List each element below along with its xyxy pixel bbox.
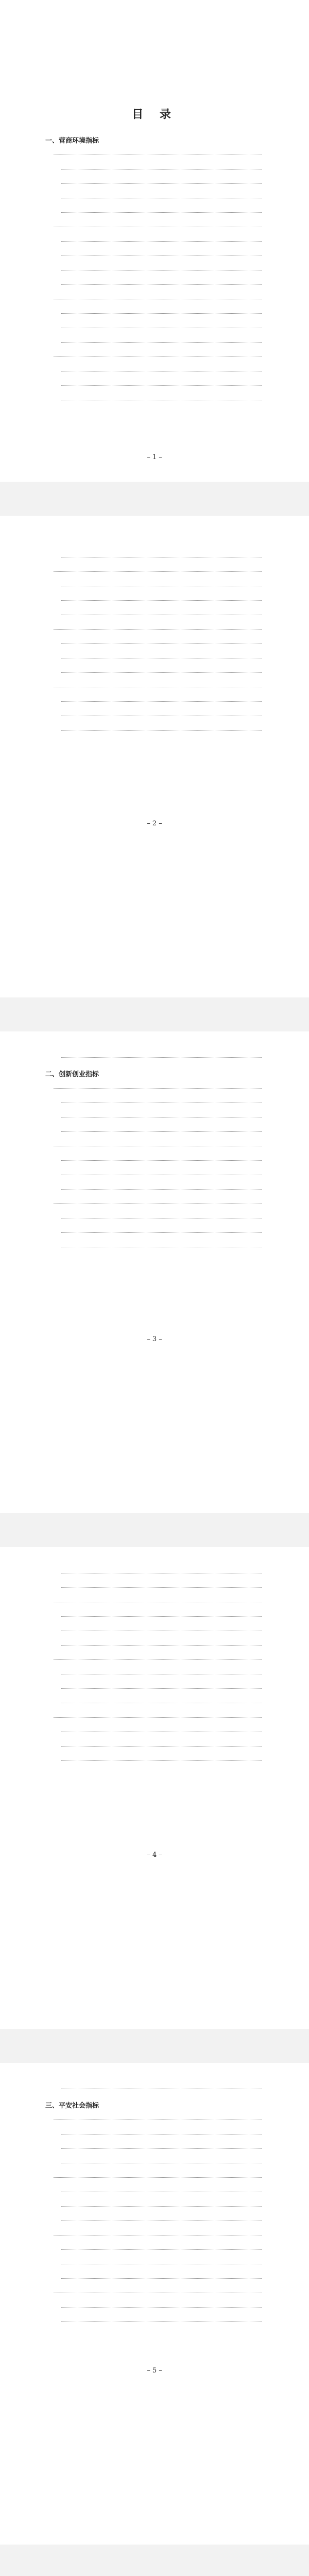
section-title-business-environment: 一、营商环境指标	[45, 137, 99, 145]
toc-line	[61, 2302, 262, 2308]
page-number: – 1 –	[147, 453, 162, 461]
document-page-4	[0, 1547, 309, 2029]
toc-line	[54, 1083, 262, 1089]
toc-line	[61, 1052, 262, 1058]
page-number: – 2 –	[147, 820, 162, 827]
toc-line	[54, 682, 262, 687]
toc-line	[61, 1155, 262, 1161]
toc-line	[61, 552, 262, 557]
toc-line	[54, 351, 262, 357]
toc-line	[61, 308, 262, 314]
toc-line	[61, 696, 262, 702]
toc-line	[61, 1611, 262, 1617]
toc-line	[54, 1654, 262, 1660]
toc-line	[61, 366, 262, 371]
toc-line	[61, 178, 262, 184]
toc-line	[61, 395, 262, 400]
toc-line	[61, 2143, 262, 2149]
toc-line	[61, 323, 262, 328]
toc-line	[61, 1726, 262, 1732]
toc-line	[54, 149, 262, 155]
toc-line	[54, 2172, 262, 2178]
page-number: – 3 –	[147, 1335, 162, 1343]
toc-line	[61, 1126, 262, 1132]
toc-line	[54, 1198, 262, 1204]
toc-line	[61, 2083, 262, 2089]
toc-line	[61, 1683, 262, 1689]
toc-line	[61, 250, 262, 256]
toc-line	[54, 1141, 262, 1146]
toc-line	[54, 1712, 262, 1718]
toc-line	[54, 2114, 262, 2120]
toc-title: 目 录	[132, 108, 177, 121]
toc-line	[61, 1242, 262, 1247]
toc-line	[61, 638, 262, 644]
toc-line	[61, 595, 262, 601]
toc-line	[61, 236, 262, 242]
toc-line	[61, 2129, 262, 2134]
document-page-2	[0, 516, 309, 997]
document-page-1	[0, 0, 309, 482]
toc-line	[61, 2158, 262, 2163]
toc-line	[54, 222, 262, 227]
document-page-5	[0, 2063, 309, 2545]
toc-line	[61, 337, 262, 343]
toc-line	[54, 1597, 262, 1602]
section-title-innovation: 二、创新创业指标	[45, 1071, 99, 1078]
page-number: – 4 –	[147, 1851, 162, 1859]
toc-line	[61, 1698, 262, 1703]
toc-line	[61, 1170, 262, 1175]
toc-line	[61, 609, 262, 615]
toc-line	[61, 1112, 262, 1117]
toc-line	[61, 1568, 262, 1573]
toc-line	[61, 725, 262, 731]
toc-line	[61, 710, 262, 716]
toc-line	[61, 653, 262, 658]
toc-line	[61, 2215, 262, 2221]
toc-line	[61, 1669, 262, 1674]
toc-line	[61, 1227, 262, 1233]
toc-line	[61, 2259, 262, 2264]
toc-line	[61, 667, 262, 673]
toc-line	[61, 1741, 262, 1747]
toc-line	[61, 1625, 262, 1631]
toc-line	[61, 207, 262, 213]
toc-line	[61, 2187, 262, 2192]
toc-line	[61, 1582, 262, 1588]
toc-line	[61, 164, 262, 170]
toc-line	[54, 2287, 262, 2293]
toc-line	[54, 294, 262, 299]
toc-line	[61, 2244, 262, 2250]
toc-line	[61, 1097, 262, 1103]
toc-line	[61, 193, 262, 198]
toc-line	[61, 1755, 262, 1761]
toc-line	[61, 581, 262, 586]
toc-line	[54, 2230, 262, 2235]
page-number: – 5 –	[147, 2367, 162, 2375]
toc-line	[54, 624, 262, 630]
document-page-3	[0, 1031, 309, 1513]
toc-line	[61, 2316, 262, 2322]
toc-line	[61, 1640, 262, 1646]
toc-line	[61, 1184, 262, 1190]
toc-line	[54, 566, 262, 572]
toc-line	[61, 279, 262, 285]
toc-line	[61, 265, 262, 270]
toc-line	[61, 2273, 262, 2279]
toc-line	[61, 2201, 262, 2207]
toc-line	[61, 380, 262, 386]
toc-line	[61, 1213, 262, 1218]
section-title-safe-society: 三、平安社会指标	[45, 2102, 99, 2110]
